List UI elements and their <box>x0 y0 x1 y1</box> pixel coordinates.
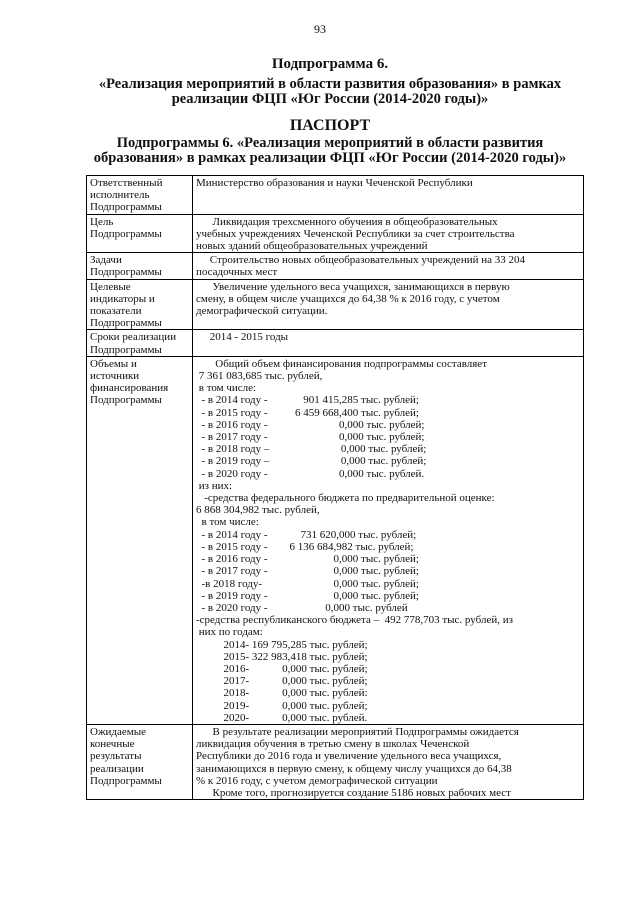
passport-table <box>86 175 584 800</box>
row-value-line: Увеличение удельного веса учащихся, занимающихся в первую <box>196 280 510 293</box>
row-value <box>193 356 584 724</box>
row-label-line: источники <box>90 370 140 383</box>
passport-row <box>87 253 584 279</box>
row-label-line: Подпрограммы <box>90 317 162 330</box>
row-label-line: Цель <box>90 215 114 228</box>
row-label-line: реализации <box>90 762 144 775</box>
row-value-line: 2016- 0,000 тыс. рублей; <box>196 662 368 675</box>
row-value-line: Республики до 2016 года и увеличение удельного веса учащихся, <box>196 750 502 763</box>
row-value-line: 7 361 083,685 тыс. рублей, <box>196 370 323 383</box>
row-label-line: Подпрограммы <box>90 343 162 356</box>
subprogram-heading: Подпрограмма 6. <box>271 56 389 72</box>
row-value-line: 2017- 0,000 тыс. рублей; <box>196 675 368 688</box>
row-value-line: - в 2014 году - 731 620,000 тыс. рублей; <box>196 528 417 541</box>
passport-row <box>87 724 584 799</box>
row-label-line: конечные <box>90 738 135 751</box>
row-value <box>193 214 584 253</box>
row-value <box>193 724 584 799</box>
row-label <box>87 724 193 799</box>
row-label-line: Подпрограммы <box>90 266 162 279</box>
row-value-line: занимающихся в первую смену, к общему числу учащихся до 64,38 <box>196 762 512 775</box>
row-value-line: новых зданий общеобразовательных учреждений <box>196 240 428 253</box>
row-value-line: смену, в общем числе учащихся до 64,38 % к 2016 году, с учетом <box>196 292 500 305</box>
row-value-line: Кроме того, прогнозируется создание 5186 новых рабочих мест <box>196 786 511 799</box>
row-label <box>87 214 193 253</box>
passport-heading: ПАСПОРТ <box>289 117 371 134</box>
row-label-line: Объемы и <box>90 357 137 370</box>
row-label-line: результаты <box>90 750 142 763</box>
row-label <box>87 330 193 356</box>
row-value-line: в том числе: <box>196 516 259 529</box>
row-value-line: % к 2016 году, с учетом демографической ситуации <box>196 774 438 787</box>
row-value <box>193 330 584 356</box>
row-value-line: - в 2020 году - 0,000 тыс. рублей <box>196 601 408 614</box>
row-value-line: - в 2015 году - 6 459 668,400 тыс. рублей; <box>196 406 419 419</box>
row-label-line: Ответственный <box>90 177 163 189</box>
row-label <box>87 356 193 724</box>
row-label <box>87 176 193 215</box>
row-value-line: - в 2020 году - 0,000 тыс. рублей. <box>196 467 425 480</box>
row-value-line: Ликвидация трехсменного обучения в общеобразовательных <box>196 215 498 228</box>
passport-title-line: Подпрограммы 6. «Реализация мероприятий в области развития <box>116 135 544 151</box>
row-value-line: в том числе: <box>196 382 257 395</box>
document-heading <box>80 56 580 166</box>
row-label <box>87 279 193 330</box>
row-value-line: -в 2018 году- 0,000 тыс. рублей; <box>196 577 419 590</box>
row-value-line: - в 2017 году - 0,000 тыс. рублей; <box>196 565 419 578</box>
row-label-line: Подпрограммы <box>90 774 162 787</box>
passport-row <box>87 356 584 724</box>
row-value-line: - в 2019 году - 0,000 тыс. рублей; <box>196 589 419 602</box>
row-value-line: из них: <box>196 479 233 492</box>
row-value-line: - в 2017 году - 0,000 тыс. рублей; <box>196 431 425 444</box>
row-value-line: - в 2014 году - 901 415,285 тыс. рублей; <box>196 394 419 407</box>
row-label <box>87 253 193 279</box>
row-label-line: Сроки реализации <box>90 331 177 344</box>
row-label-line: Ожидаемые <box>90 725 147 738</box>
page-number: 93 <box>314 22 326 36</box>
row-value-line: 2019- 0,000 тыс. рублей; <box>196 699 368 712</box>
row-value <box>193 279 584 330</box>
row-value-line: - в 2015 году - 6 136 684,982 тыс. рублей; <box>196 540 414 553</box>
row-label-line: Целевые <box>90 280 131 293</box>
passport-row <box>87 176 584 215</box>
row-label-line: показатели <box>90 305 142 318</box>
row-value-line: 2020- 0,000 тыс. рублей. <box>196 711 368 724</box>
row-value-line: - в 2016 году - 0,000 тыс. рублей; <box>196 553 419 566</box>
row-value-line: - в 2019 году – 0,000 тыс. рублей; <box>196 455 427 468</box>
row-value-line: -средства федерального бюджета по предварительной оценке: <box>196 492 495 505</box>
row-value-line: 2015- 322 983,418 тыс. рублей; <box>196 650 368 663</box>
row-value-line: 6 868 304,982 тыс. рублей, <box>196 504 320 517</box>
row-value-line: ликвидация обучения в третью смену в школах Чеченской <box>196 738 470 751</box>
row-value-line: Министерство образования и науки Чеченской Республики <box>196 177 473 189</box>
row-value-line: демографической ситуации. <box>196 305 328 318</box>
subprogram-title <box>80 77 580 107</box>
row-value-line: 2014 - 2015 годы <box>196 331 289 344</box>
row-value-line: - в 2016 году - 0,000 тыс. рублей; <box>196 418 425 431</box>
row-value-line: Общий объем финансирования подпрограммы составляет <box>196 357 488 370</box>
row-value-line: -средства республиканского бюджета – 492 778,703 тыс. рублей, из <box>196 614 513 627</box>
row-value <box>193 253 584 279</box>
row-label-line: Задачи <box>90 254 122 267</box>
row-label-line: Подпрограммы <box>90 394 162 407</box>
passport-row <box>87 279 584 330</box>
row-label-line: финансирования <box>90 382 169 395</box>
passport-title <box>80 136 580 166</box>
subprogram-title-line: «Реализация мероприятий в области развития образования» в рамках <box>98 76 562 92</box>
subprogram-title-line: реализации ФЦП «Юг России (2014-2020 годы)» <box>171 91 489 107</box>
row-label-line: Подпрограммы <box>90 227 162 240</box>
row-value-line: Строительство новых общеобразовательных учреждений на 33 204 <box>196 254 525 267</box>
row-value-line: 2014- 169 795,285 тыс. рублей; <box>196 638 368 651</box>
row-value-line: 2018- 0,000 тыс. рублей: <box>196 687 368 700</box>
passport-title-line: образования» в рамках реализации ФЦП «Юг России (2014-2020 годы)» <box>93 150 567 166</box>
row-value <box>193 176 584 215</box>
row-label-line: исполнитель <box>90 189 150 202</box>
row-value-line: посадочных мест <box>196 266 278 279</box>
passport-row <box>87 330 584 356</box>
row-value-line: учебных учреждениях Чеченской Республики за счет строительства <box>196 227 515 240</box>
row-value-line: В результате реализации мероприятий Подпрограммы ожидается <box>196 725 519 738</box>
row-value-line: них по годам: <box>196 626 263 639</box>
passport-row <box>87 214 584 253</box>
row-label-line: Подпрограммы <box>90 201 162 214</box>
row-label-line: индикаторы и <box>90 292 155 305</box>
row-value-line: - в 2018 году – 0,000 тыс. рублей; <box>196 443 427 456</box>
